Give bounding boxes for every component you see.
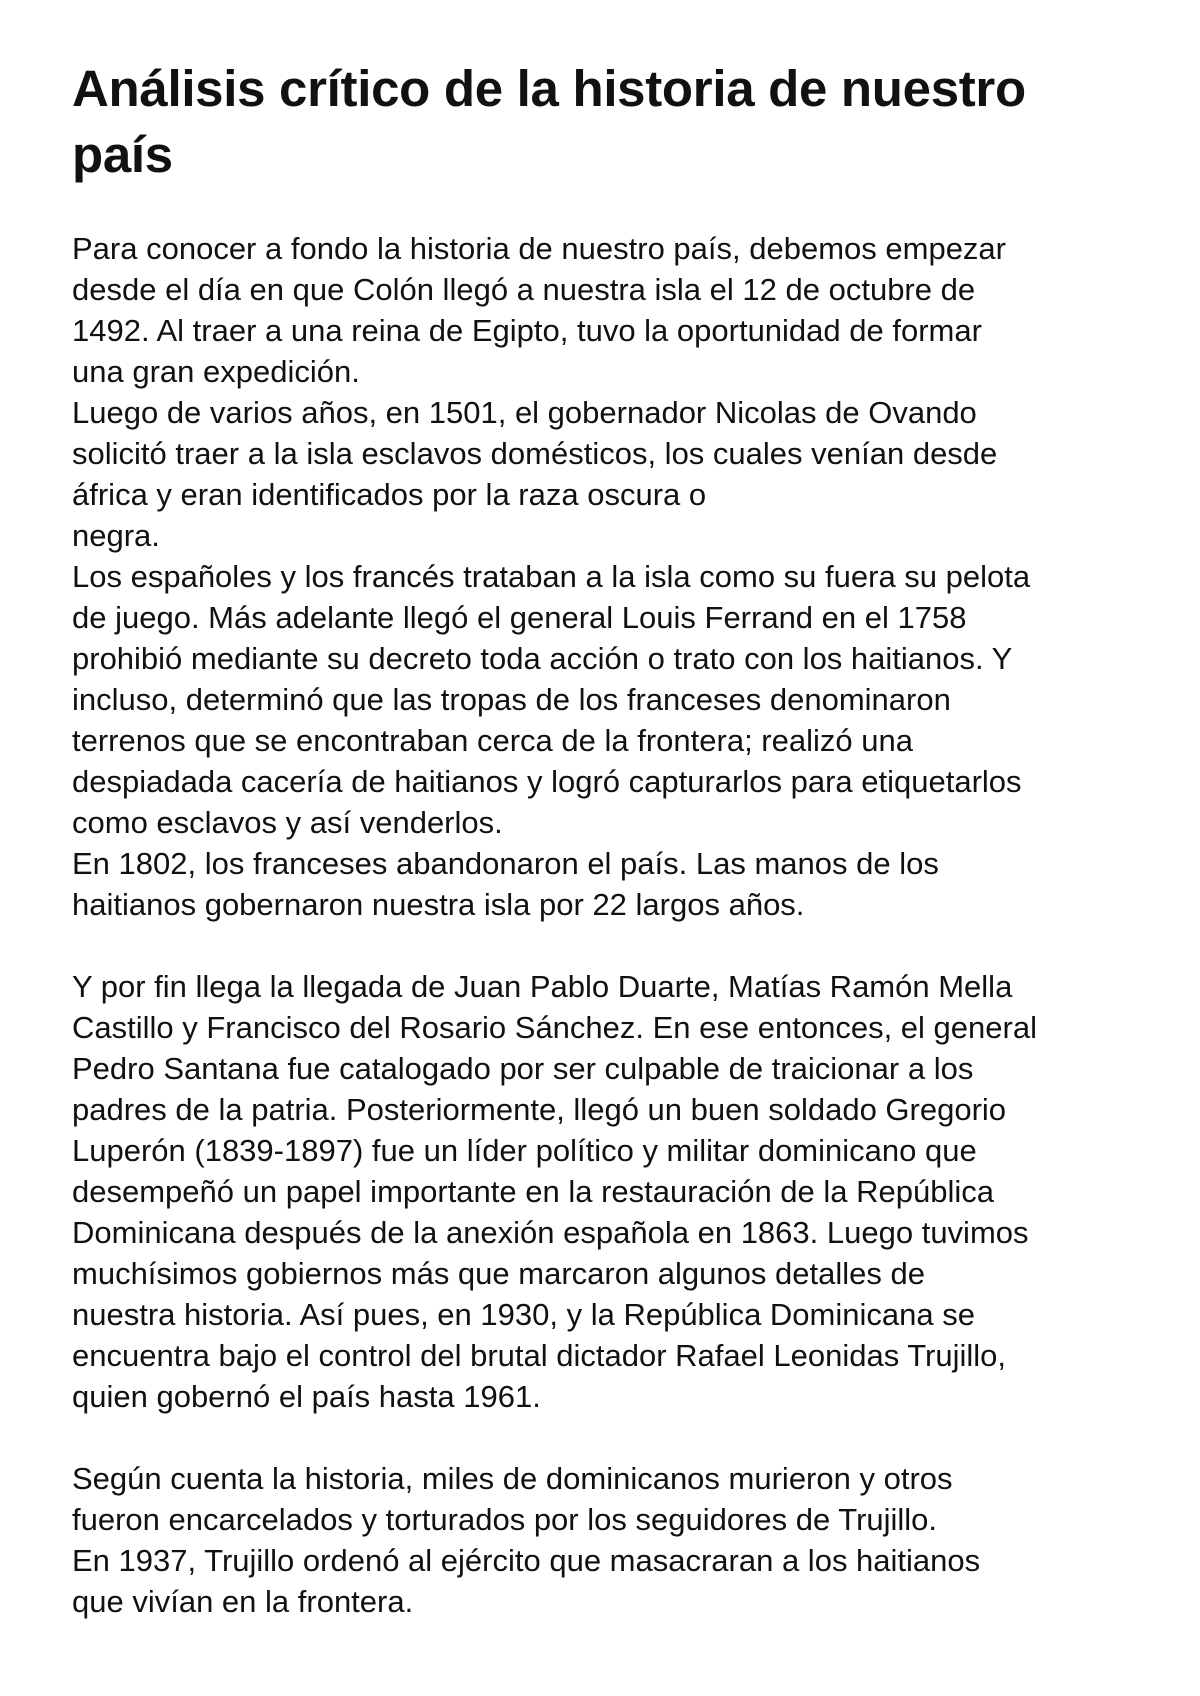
text-line: En 1802, los franceses abandonaron el país. Las manos de los bbox=[72, 846, 939, 881]
text-line: 1492. Al traer a una reina de Egipto, tuvo la oportunidad de formar bbox=[72, 313, 982, 348]
text-line: desde el día en que Colón llegó a nuestra isla el 12 de octubre de bbox=[72, 272, 976, 307]
paragraph-break bbox=[72, 1417, 1152, 1458]
text-line: encuentra bajo el control del brutal dictador Rafael Leonidas Trujillo, bbox=[72, 1338, 1007, 1373]
text-line: haitianos gobernaron nuestra isla por 22 largos años. bbox=[72, 887, 805, 922]
text-line: áfrica y eran identificados por la raza oscura o bbox=[72, 477, 707, 512]
text-line: Castillo y Francisco del Rosario Sánchez. En ese entonces, el general bbox=[72, 1010, 1037, 1045]
text-line: despiadada cacería de haitianos y logró capturarlos para etiquetarlos bbox=[72, 764, 1022, 799]
text-line: que vivían en la frontera. bbox=[72, 1584, 414, 1619]
text-line: negra. bbox=[72, 518, 160, 553]
document-title-line: Análisis crítico de la historia de nuestro bbox=[72, 60, 1026, 117]
text-line: Los españoles y los francés trataban a la isla como su fuera su pelota bbox=[72, 559, 1031, 594]
text-line: prohibió mediante su decreto toda acción o trato con los haitianos. Y bbox=[72, 641, 1013, 676]
text-line: Dominicana después de la anexión española en 1863. Luego tuvimos bbox=[72, 1215, 1029, 1250]
text-line: Pedro Santana fue catalogado por ser culpable de traicionar a los bbox=[72, 1051, 974, 1086]
document-title bbox=[72, 56, 1152, 188]
text-line: nuestra historia. Así pues, en 1930, y la República Dominicana se bbox=[72, 1297, 975, 1332]
text-line: desempeñó un papel importante en la restauración de la República bbox=[72, 1174, 994, 1209]
text-line: terrenos que se encontraban cerca de la frontera; realizó una bbox=[72, 723, 913, 758]
text-line: En 1937, Trujillo ordenó al ejército que masacraran a los haitianos bbox=[72, 1543, 981, 1578]
text-line: incluso, determinó que las tropas de los franceses denominaron bbox=[72, 682, 951, 717]
text-line: como esclavos y así venderlos. bbox=[72, 805, 503, 840]
document-body bbox=[72, 228, 1152, 1622]
paragraph-break bbox=[72, 925, 1152, 966]
text-line: una gran expedición. bbox=[72, 354, 360, 389]
text-line: solicitó traer a la isla esclavos domésticos, los cuales venían desde bbox=[72, 436, 998, 471]
text-line: Según cuenta la historia, miles de dominicanos murieron y otros bbox=[72, 1461, 953, 1496]
text-line: quien gobernó el país hasta 1961. bbox=[72, 1379, 541, 1414]
text-line: Luperón (1839-1897) fue un líder político y militar dominicano que bbox=[72, 1133, 977, 1168]
document-page bbox=[72, 56, 1152, 1622]
text-line: Luego de varios años, en 1501, el gobernador Nicolas de Ovando bbox=[72, 395, 977, 430]
text-line: Y por fin llega la llegada de Juan Pablo Duarte, Matías Ramón Mella bbox=[72, 969, 1013, 1004]
document-title-line: país bbox=[72, 126, 173, 183]
text-line: Para conocer a fondo la historia de nuestro país, debemos empezar bbox=[72, 231, 1006, 266]
text-line: padres de la patria. Posteriormente, llegó un buen soldado Gregorio bbox=[72, 1092, 1007, 1127]
text-line: muchísimos gobiernos más que marcaron algunos detalles de bbox=[72, 1256, 925, 1291]
text-line: fueron encarcelados y torturados por los seguidores de Trujillo. bbox=[72, 1502, 938, 1537]
text-line: de juego. Más adelante llegó el general Louis Ferrand en el 1758 bbox=[72, 600, 967, 635]
